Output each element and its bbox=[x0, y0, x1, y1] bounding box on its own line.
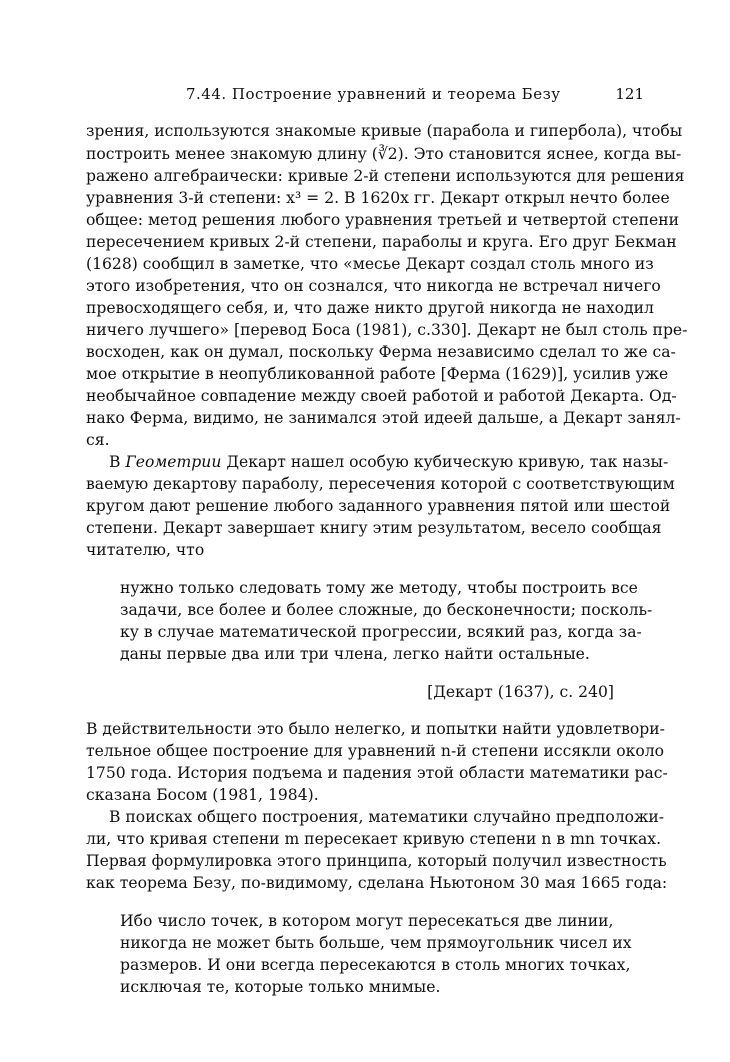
text-line: нако Ферма, видимо, не занимался этой идеей дальше, а Декарт занял- bbox=[86, 409, 681, 427]
text-line: восходен, как он думал, поскольку Ферма независимо сделал то же са- bbox=[86, 343, 676, 361]
text-line: 1750 года. История подъема и падения этой области математики рас- bbox=[86, 764, 668, 782]
text-line: В действительности это было нелегко, и попытки найти удовлетвори- bbox=[86, 720, 665, 738]
running-title: 7.44. Построение уравнений и теорема Безу bbox=[186, 85, 561, 103]
text-span: Декарт нашел особую кубическую кривую, так назы- bbox=[221, 453, 669, 471]
page-number: 121 bbox=[615, 85, 644, 103]
text-line: уравнения 3-й степени: x³ = 2. В 1620х гг. Декарт открыл нечто более bbox=[86, 189, 670, 207]
text-line: ваемую декартову параболу, пересечения которой с соответствующим bbox=[86, 475, 675, 493]
book-title-italic: Геометрии bbox=[125, 453, 222, 471]
text-line: (1628) сообщил в заметке, что «месье Декарт создал столь много из bbox=[86, 255, 654, 273]
text-line: Первая формулировка этого принципа, который получил известность bbox=[86, 852, 667, 870]
text-line bbox=[109, 451, 669, 473]
text-line: зрения, используются знакомые кривые (парабола и гипербола), чтобы bbox=[86, 122, 683, 140]
text-line: общее: метод решения любого уравнения третьей и четвертой степени bbox=[86, 211, 679, 229]
text-line: пересечением кривых 2-й степени, параболы и круга. Его друг Бекман bbox=[86, 233, 677, 251]
text-line: сказана Босом (1981, 1984). bbox=[86, 786, 319, 804]
text-line: ражено алгебраически: кривые 2-й степени используются для решения bbox=[86, 167, 685, 185]
quote-line: ку в случае математической прогрессии, всякий раз, когда за- bbox=[120, 623, 642, 641]
text-line: кругом дают решение любого заданного уравнения пятой или шестой bbox=[86, 497, 671, 515]
text-line: построить менее знакомую длину (∛2). Это становится яснее, когда вы- bbox=[86, 145, 682, 163]
text-line: тельное общее построение для уравнений n-й степени иссякли около bbox=[86, 742, 665, 760]
text-line: мое открытие в неопубликованной работе [Ферма (1629)], усилив уже bbox=[86, 365, 669, 383]
text-line: ли, что кривая степени m пересекает кривую степени n в mn точках. bbox=[86, 830, 662, 848]
text-line: необычайное совпадение между своей работой и работой Декарта. Од- bbox=[86, 387, 677, 405]
quote-line: исключая те, которые только мнимые. bbox=[120, 978, 441, 996]
text-line: превосходящего себя, и, что даже никто другой никогда не находил bbox=[86, 299, 654, 317]
citation: [Декарт (1637), с. 240] bbox=[427, 683, 614, 701]
text-line: степени. Декарт завершает книгу этим результатом, весело сообщая bbox=[86, 519, 662, 537]
quote-line: задачи, все более и более сложные, до бесконечности; посколь- bbox=[120, 601, 653, 619]
text-line: этого изобретения, что он сознался, что никогда не встречал ничего bbox=[86, 277, 661, 295]
text-line: как теорема Безу, по-видимому, сделана Ньютоном 30 мая 1665 года: bbox=[86, 874, 668, 892]
text-span: В bbox=[109, 453, 126, 471]
text-line: В поисках общего построения, математики случайно предположи- bbox=[109, 808, 665, 826]
running-head bbox=[86, 85, 646, 107]
text-line: ся. bbox=[86, 431, 110, 449]
quote-line: даны первые два или три члена, легко найти остальные. bbox=[120, 645, 590, 663]
text-line: читателю, что bbox=[86, 541, 205, 559]
text-line: ничего лучшего» [перевод Боса (1981), с.330]. Декарт не был столь пре- bbox=[86, 321, 688, 339]
quote-line: размеров. И они всегда пересекаются в столь многих точках, bbox=[120, 956, 631, 974]
quote-line: нужно только следовать тому же методу, чтобы построить все bbox=[120, 579, 638, 597]
quote-line: никогда не может быть больше, чем прямоугольник чисел их bbox=[120, 934, 632, 952]
quote-line: Ибо число точек, в котором могут пересекаться две линии, bbox=[120, 912, 614, 930]
